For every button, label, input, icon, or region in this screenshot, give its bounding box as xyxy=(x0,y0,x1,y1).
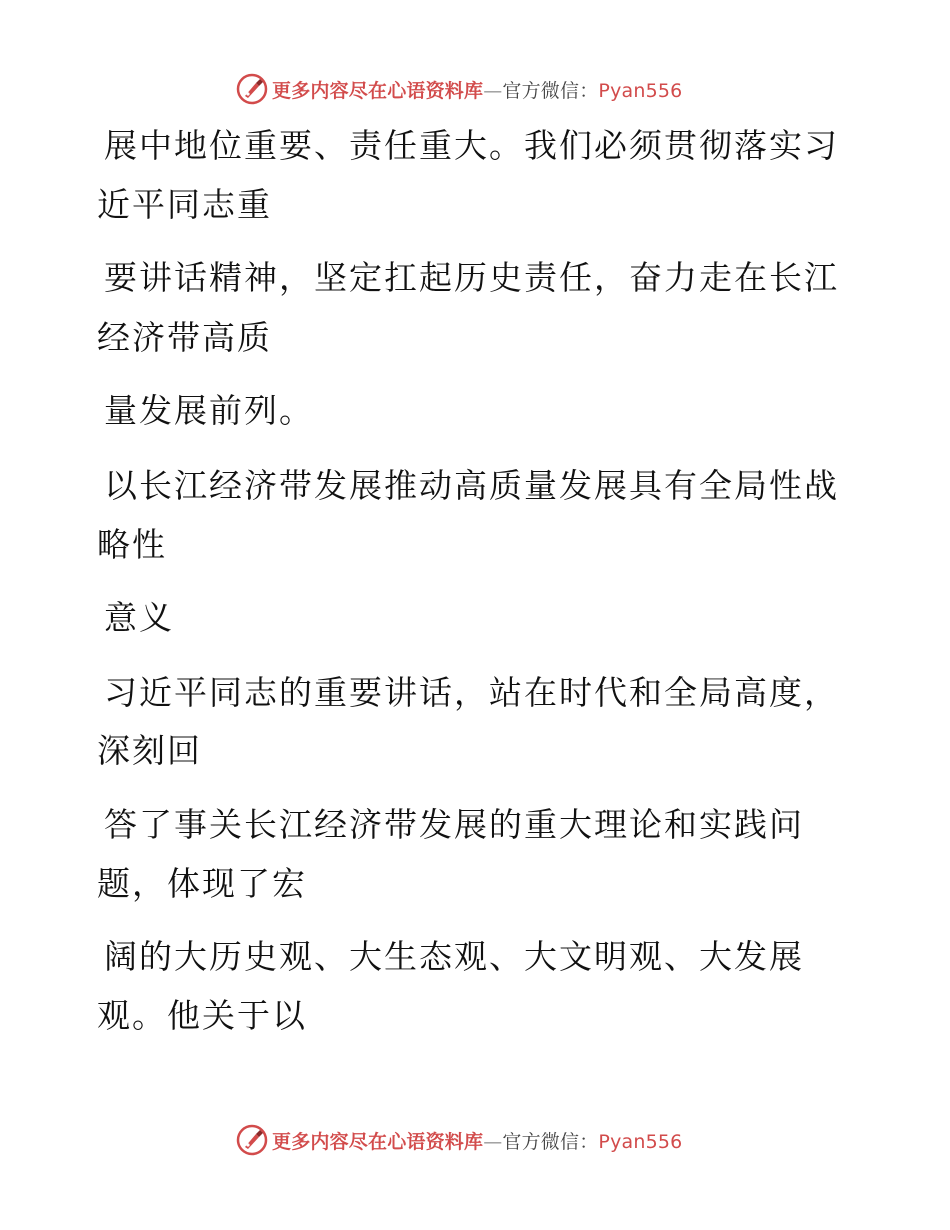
paragraph-2-line-2: 经济带高质 xyxy=(97,318,272,357)
paragraph-5-line-1: 意义 xyxy=(104,598,174,637)
paragraph-8-line-2: 观。他关于以 xyxy=(97,996,307,1035)
paragraph-4-line-2: 略性 xyxy=(97,525,167,564)
banner-dash: — xyxy=(483,1130,503,1153)
paragraph-7-line-2: 题，体现了宏 xyxy=(97,864,307,903)
banner-contact-label: 官方微信： xyxy=(502,1130,599,1153)
paragraph-6-line-1: 习近平同志的重要讲话，站在时代和全局高度， xyxy=(104,673,839,712)
banner-wechat-id: Pyan556 xyxy=(598,1130,683,1153)
banner-wechat-id: Pyan556 xyxy=(598,79,683,102)
paragraph-1-line-2: 近平同志重 xyxy=(97,185,272,224)
banner-slogan: 更多内容尽在心语资料库 xyxy=(272,1130,484,1153)
banner-contact-label: 官方微信： xyxy=(502,79,599,102)
paragraph-7-line-1: 答了事关长江经济带发展的重大理论和实践问 xyxy=(104,805,804,844)
header-banner xyxy=(236,72,682,106)
paragraph-1-line-1: 展中地位重要、责任重大。我们必须贯彻落实习 xyxy=(104,126,839,165)
paragraph-6-line-2: 深刻回 xyxy=(97,731,202,770)
paragraph-2-line-1: 要讲话精神，坚定扛起历史责任，奋力走在长江 xyxy=(104,258,839,297)
paragraph-3-line-1: 量发展前列。 xyxy=(104,391,314,430)
pen-logo-icon xyxy=(236,1124,268,1156)
footer-banner xyxy=(236,1123,682,1157)
pen-logo-icon xyxy=(236,73,268,105)
paragraph-8-line-1: 阔的大历史观、大生态观、大文明观、大发展 xyxy=(104,937,804,976)
banner-slogan: 更多内容尽在心语资料库 xyxy=(272,79,484,102)
paragraph-4-line-1: 以长江经济带发展推动高质量发展具有全局性战 xyxy=(104,466,839,505)
banner-dash: — xyxy=(483,79,503,102)
